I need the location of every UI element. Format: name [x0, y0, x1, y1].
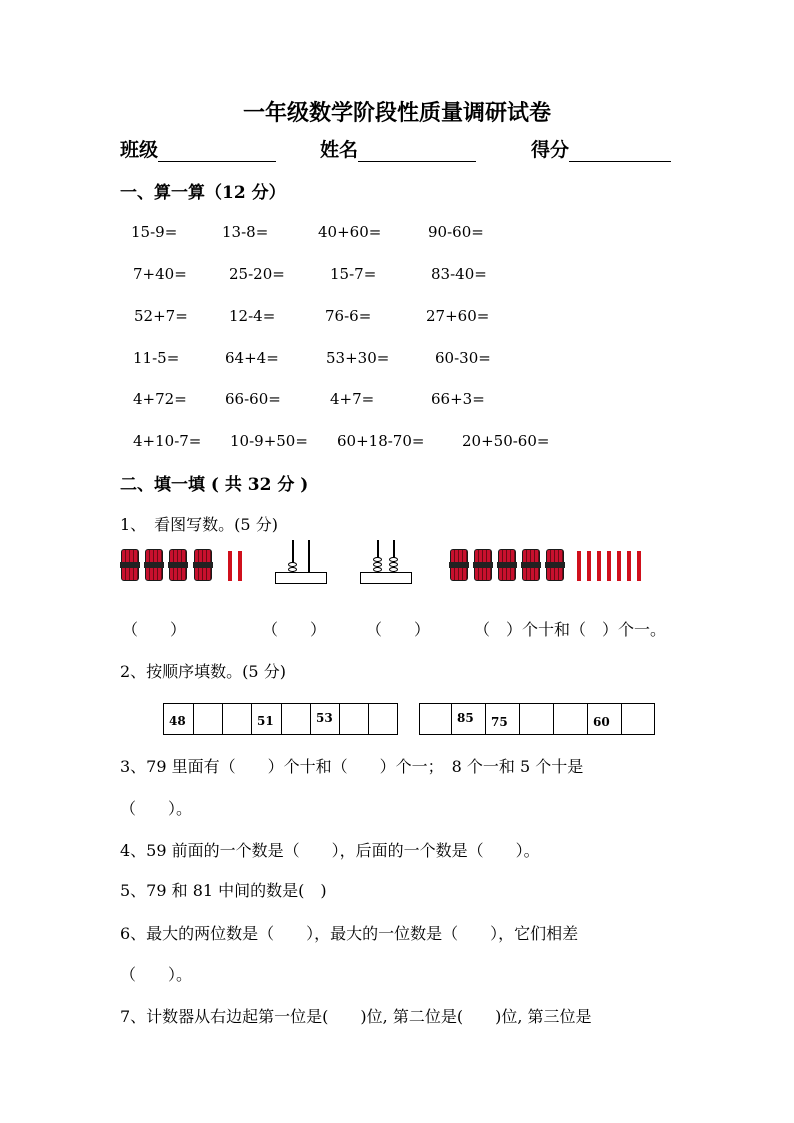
question-6-continued: （ ）。 — [120, 965, 193, 984]
calc-item: 10-9+50= — [230, 432, 308, 450]
abacus-icon — [360, 540, 412, 584]
calc-item: 40+60= — [318, 223, 382, 241]
bundle-of-ten-icon — [522, 549, 540, 581]
bundle-of-ten-icon — [169, 549, 187, 581]
score-blank[interactable] — [569, 141, 671, 162]
sequence-number: 51 — [257, 714, 274, 728]
single-stick-icon — [627, 551, 631, 581]
calc-item: 4+10-7= — [133, 432, 202, 450]
question-4: 4、59 前面的一个数是（ ），后面的一个数是（ ）。 — [120, 841, 540, 860]
sequence-cell[interactable] — [369, 704, 397, 734]
calc-item: 13-8= — [222, 223, 269, 241]
score-label: 得分 — [531, 139, 570, 161]
sequence-number: 85 — [457, 711, 474, 725]
class-field — [120, 135, 276, 162]
question-2: 2、按顺序填数。(5 分) — [120, 662, 286, 681]
class-blank[interactable] — [158, 141, 276, 162]
single-stick-icon — [577, 551, 581, 581]
bundle-of-ten-icon — [145, 549, 163, 581]
calc-item: 11-5= — [133, 349, 180, 367]
sequence-cell — [486, 704, 520, 734]
calc-item: 64+4= — [225, 349, 279, 367]
question-7: 7、计数器从右边起第一位是( )位, 第二位是( )位, 第三位是 — [120, 1007, 592, 1026]
bundle-of-ten-icon — [498, 549, 516, 581]
single-stick-icon — [637, 551, 641, 581]
calc-item: 12-4= — [229, 307, 276, 325]
calc-item: 15-9= — [131, 223, 178, 241]
bundle-of-ten-icon — [474, 549, 492, 581]
bundle-of-ten-icon — [546, 549, 564, 581]
section1-heading: 一、算一算（12 分） — [120, 183, 286, 203]
sequence-number: 75 — [491, 715, 508, 729]
sequence-strip-1 — [163, 703, 398, 735]
calc-item: 15-7= — [330, 265, 377, 283]
answer-blank-4[interactable]: （ ）个十和（ ）个一。 — [474, 620, 667, 639]
bundle-of-ten-icon — [121, 549, 139, 581]
calc-item: 76-6= — [325, 307, 372, 325]
sequence-cell[interactable] — [194, 704, 223, 734]
calc-item: 83-40= — [431, 265, 487, 283]
sequence-cell[interactable] — [520, 704, 554, 734]
calc-item: 60+18-70= — [337, 432, 425, 450]
calc-item: 66-60= — [225, 390, 281, 408]
single-stick-icon — [597, 551, 601, 581]
single-stick-icon — [238, 551, 242, 581]
page-title: 一年级数学阶段性质量调研试卷 — [242, 100, 551, 126]
calc-item: 52+7= — [134, 307, 188, 325]
answer-blank-2[interactable]: （ ） — [262, 620, 327, 639]
sequence-cell — [252, 704, 282, 734]
sequence-cell — [452, 704, 486, 734]
section2-heading: 二、填一填 ( 共 32 分 ) — [120, 475, 309, 495]
sequence-cell[interactable] — [282, 704, 311, 734]
sequence-cell[interactable] — [420, 704, 452, 734]
sequence-number: 53 — [316, 711, 333, 725]
sequence-cell — [311, 704, 340, 734]
name-field — [320, 135, 476, 162]
calc-item: 4+72= — [133, 390, 187, 408]
single-stick-icon — [587, 551, 591, 581]
abacus-icon — [275, 540, 327, 584]
question-1: 1、 看图写数。(5 分) — [120, 515, 278, 534]
score-field — [531, 135, 671, 162]
single-stick-icon — [617, 551, 621, 581]
sequence-strip-2 — [419, 703, 655, 735]
sequence-cell[interactable] — [554, 704, 588, 734]
bundle-of-ten-icon — [450, 549, 468, 581]
class-label: 班级 — [120, 139, 159, 161]
sequence-number: 48 — [169, 714, 186, 728]
sequence-number: 60 — [593, 715, 610, 729]
calc-item: 27+60= — [426, 307, 490, 325]
calc-item: 7+40= — [133, 265, 187, 283]
sequence-cell — [588, 704, 622, 734]
answer-blank-3[interactable]: （ ） — [366, 620, 431, 639]
sequence-cell[interactable] — [340, 704, 369, 734]
single-stick-icon — [607, 551, 611, 581]
question-5: 5、79 和 81 中间的数是( ) — [120, 881, 327, 900]
calc-item: 25-20= — [229, 265, 285, 283]
sequence-cell[interactable] — [622, 704, 654, 734]
bundle-of-ten-icon — [194, 549, 212, 581]
answer-blank-1[interactable]: （ ） — [122, 620, 187, 639]
question-3: 3、79 里面有（ ）个十和（ ）个一； 8 个一和 5 个十是 — [120, 757, 584, 776]
sequence-cell[interactable] — [223, 704, 252, 734]
calc-item: 20+50-60= — [462, 432, 550, 450]
sequence-cell — [164, 704, 194, 734]
question-6: 6、最大的两位数是（ ），最大的一位数是（ ），它们相差 — [120, 924, 579, 943]
single-stick-icon — [228, 551, 232, 581]
calc-item: 90-60= — [428, 223, 484, 241]
name-label: 姓名 — [320, 139, 359, 161]
calc-item: 60-30= — [435, 349, 491, 367]
calc-item: 66+3= — [431, 390, 485, 408]
calc-item: 4+7= — [330, 390, 375, 408]
question-3-continued: （ ）。 — [120, 799, 193, 818]
calc-item: 53+30= — [326, 349, 390, 367]
name-blank[interactable] — [358, 141, 476, 162]
